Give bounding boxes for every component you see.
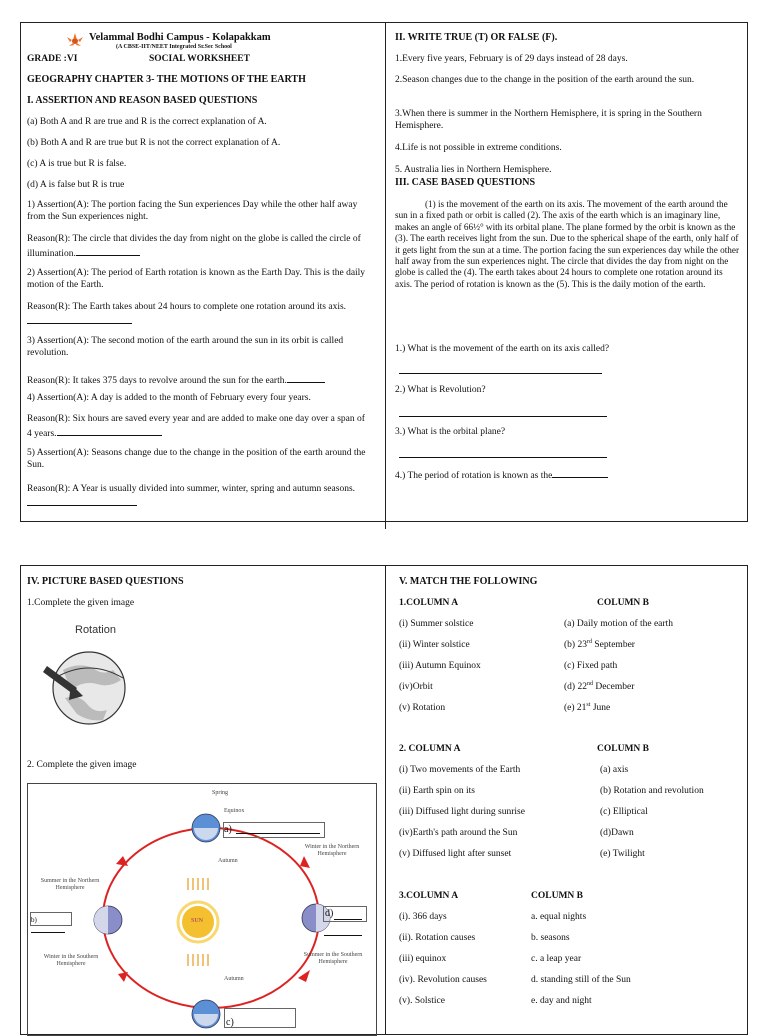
tf-item-1: 1.Every five years, February is of 29 days instead of 28 days. [395,54,628,64]
tf-item-2: 2.Season changes due to the change in the position of the earth around the sun. [395,75,695,85]
summer-south-label: Summer in the Southern Hemisphere [303,952,363,965]
q1-reason: Reason(R): The circle that divides the day from night on the globe is called the circle of illumination. [27,234,361,259]
q5-reason: Reason(R): A Year is usually divided into summer, winter, spring and autumn seasons. [27,484,372,510]
seasons-diagram [27,783,377,1036]
column-divider [385,566,386,1034]
group2-b-item: (d)Dawn [600,828,634,838]
section-4-title: IV. PICTURE BASED QUESTIONS [27,576,184,587]
group2-a-item: (ii) Earth spin on its [399,786,475,796]
section-2-title: II. WRITE TRUE (T) OR FALSE (F). [395,32,558,43]
group3-a-item: (iii) equinox [399,954,447,964]
spring-label: Spring [212,790,229,796]
q2-assertion: 2) Assertion(A): The period of Earth rotation is known as the Earth Day. This is the daily motion of the Earth. [27,268,366,290]
group3-b-item: a. equal nights [531,912,587,922]
group2-b-item: (e) Twilight [600,849,645,859]
group3-head-a: 3.COLUMN A [399,891,459,901]
q1-assertion: 1) Assertion(A): The portion facing the Sun experiences Day while the other half away from the Sun experiences night. [27,200,358,222]
case-q4: 4.) The period of rotation is known as the [395,468,608,482]
group3-b-item: e. day and night [531,996,592,1006]
answer-blank[interactable] [552,468,608,478]
column-divider [385,23,386,529]
section-1-title: I. ASSERTION AND REASON BASED QUESTIONS [27,95,258,106]
answer-blank[interactable] [27,314,132,324]
picture-q1: 1.Complete the given image [27,598,135,608]
equinox-label: Equinox [224,808,245,814]
group1-b-item: (a) Daily motion of the earth [564,619,673,629]
group3-b-item: b. seasons [531,933,570,943]
tf-item-5: 5. Australia lies in Northern Hemisphere. [395,165,552,175]
case-q3: 3.) What is the orbital plane? [395,427,506,437]
group1-a-item: (i) Summer solstice [399,619,474,629]
group1-b-item: (b) 23rd September [564,638,635,650]
group1-head-a: 1.COLUMN A [399,598,459,608]
option-c: (c) A is true but R is false. [27,159,127,169]
grade-label: GRADE :VI [27,54,78,64]
autumn-bottom-label: Autumn [224,976,244,982]
q4-reason: Reason(R): Six hours are saved every year and are added to make one day over a span of 4 years. [27,414,365,439]
group2-a-item: (v) Diffused light after sunset [399,849,512,859]
group2-a-item: (i) Two movements of the Earth [399,765,521,775]
q3-reason: Reason(R): It takes 375 days to revolve around the sun for the earth. [27,373,372,388]
case-passage: (1) is the movement of the earth on its axis. The movement of the earth around the sun in a fixed path or orbit is called (2). The axis of the earth which is an imaginary line, makes an angle of 66½° with its orbital plane. The plane formed by the orbit is known as the (3). The earth receives light from the sun. Due to the spherical shape of the earth, only half of it gets light from the sun at a time. The portion facing the sun experiences day while the other half away from the sun experiences night. The circle that divides the day from night on the globe is called the (4). The earth takes about 24 hours to complete one rotation around its axis. The period of rotation is known as the (5). This is the daily motion of the earth. [395,199,740,289]
winter-south-label: Winter in the Southern Hemisphere [43,954,99,967]
school-subtitle: (A CBSE-IIT/NEET Integrated Sr.Sec School [116,44,232,50]
section-5-title: V. MATCH THE FOLLOWING [399,576,538,587]
answer-line[interactable] [399,373,602,374]
summer-north-label: Summer in the Northern Hemisphere [40,878,100,891]
option-b: (b) Both A and R are true but R is not the correct explanation of A. [27,138,281,148]
blank-a-label: a) [224,824,232,835]
blank-d-label: d) [325,908,334,919]
group1-a-item: (iv)Orbit [399,682,433,692]
answer-line[interactable] [236,833,320,834]
globe-with-sun-rays-icon [33,618,153,728]
q3-assertion: 3) Assertion(A): The second motion of the earth around the sun in its orbit is called revolution. [27,336,344,358]
autumn-top-label: Autumn [218,858,238,864]
group3-b-item: d. standing still of the Sun [531,975,631,985]
answer-line[interactable] [334,919,362,920]
answer-line[interactable] [399,416,607,417]
group2-a-item: (iv)Earth's path around the Sun [399,828,518,838]
group1-a-item: (iii) Autumn Equinox [399,661,481,671]
worksheet-title: SOCIAL WORKSHEET [149,54,250,64]
sun-label: SUN [191,918,204,924]
q5-assertion: 5) Assertion(A): Seasons change due to the change in the position of the earth around the Sun. [27,448,366,470]
answer-line[interactable] [399,457,607,458]
answer-blank[interactable] [57,426,162,436]
group2-head-b: COLUMN B [597,744,649,754]
tf-item-4: 4.Life is not possible in extreme conditions. [395,143,562,153]
answer-blank[interactable] [76,246,140,256]
q2-reason: Reason(R): The Earth takes about 24 hours to complete one rotation around its axis. [27,302,372,328]
school-name: Velammal Bodhi Campus - Kolapakkam [89,32,271,43]
group3-b-item: c. a leap year [531,954,582,964]
group1-head-b: COLUMN B [597,598,649,608]
worksheet-page-2 [20,565,748,1035]
picture-q2: 2. Complete the given image [27,760,137,770]
blank-b-label: b) [31,916,37,924]
group2-head-a: 2. COLUMN A [399,744,461,754]
group2-b-item: (a) axis [600,765,629,775]
blank-c-box[interactable] [224,1008,296,1028]
case-q2: 2.) What is Revolution? [395,385,486,395]
group3-a-item: (ii). Rotation causes [399,933,476,943]
answer-blank[interactable] [27,496,137,506]
group2-b-item: (b) Rotation and revolution [600,786,704,796]
answer-line[interactable] [31,932,65,933]
group1-b-item: (e) 21st June [564,701,611,713]
group2-b-item: (c) Elliptical [600,807,648,817]
option-d: (d) A is false but R is true [27,180,125,190]
group1-a-item: (ii) Winter solstice [399,640,470,650]
answer-blank[interactable] [287,373,325,383]
group3-a-item: (iv). Revolution causes [399,975,487,985]
rotation-label: Rotation [75,624,116,636]
winter-north-label: Winter in the Northern Hemisphere [304,844,360,857]
blank-c-label: c) [226,1017,234,1028]
q4-assertion: 4) Assertion(A): A day is added to the month of February every four years. [27,393,311,403]
section-3-title: III. CASE BASED QUESTIONS [395,177,536,188]
group1-b-item: (c) Fixed path [564,661,618,671]
group2-a-item: (iii) Diffused light during sunrise [399,807,525,817]
group3-head-b: COLUMN B [531,891,583,901]
chapter-title: GEOGRAPHY CHAPTER 3- THE MOTIONS OF THE EARTH [27,74,306,85]
group3-a-item: (i). 366 days [399,912,447,922]
group1-a-item: (v) Rotation [399,703,446,713]
answer-line[interactable] [324,935,362,936]
worksheet-page-1 [20,22,748,522]
case-q1: 1.) What is the movement of the earth on its axis called? [395,344,610,354]
rotation-image [33,618,153,728]
tf-item-3: 3.When there is summer in the Northern Hemisphere, it is spring in the Southern Hemisphere. [395,109,702,131]
group1-b-item: (d) 22nd December [564,680,635,692]
blank-b-box[interactable] [30,912,72,926]
school-logo [65,32,85,53]
group3-a-item: (v). Solstice [399,996,445,1006]
blank-a-box[interactable] [223,822,325,838]
option-a: (a) Both A and R are true and R is the correct explanation of A. [27,117,267,127]
